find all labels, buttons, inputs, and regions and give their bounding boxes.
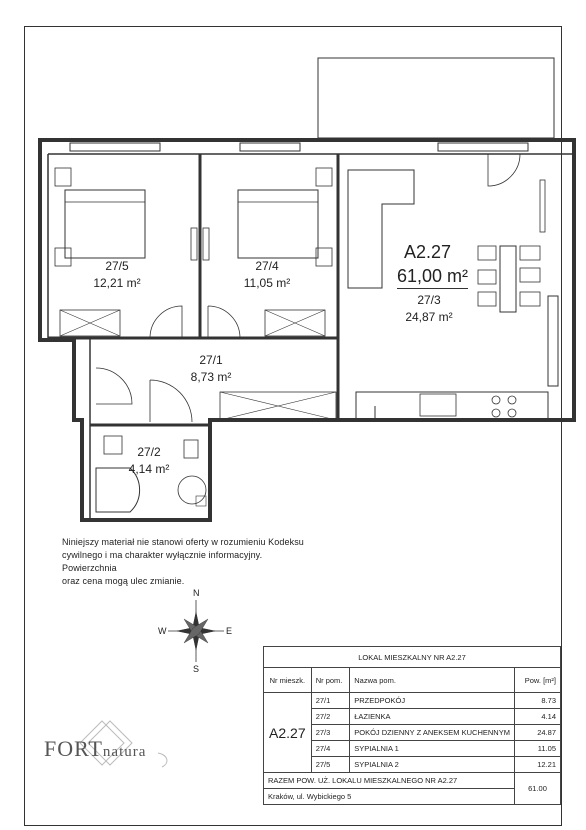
- sink: [420, 394, 456, 416]
- compass-south: S: [193, 664, 200, 674]
- row-area: 24.87: [514, 725, 560, 741]
- row-nr: 27/3: [311, 725, 350, 741]
- row-nr: 27/1: [311, 693, 350, 709]
- apartment-area: 61,00 m²: [397, 266, 468, 289]
- unit-number: A2.27: [264, 693, 312, 773]
- logo: [44, 736, 146, 762]
- logo-fort: FORT: [44, 736, 103, 761]
- room-number: 27/1: [199, 353, 223, 367]
- total-label: RAZEM POW. UŻ. LOKALU MIESZKALNEGO NR A2.27: [264, 773, 515, 789]
- room-number: 27/5: [105, 259, 129, 273]
- disclaimer-line: Niniejszy materiał nie stanowi oferty w rozumieniu Kodeksu: [62, 537, 304, 547]
- table-title: LOKAL MIESZKALNY NR A2.27: [264, 647, 561, 668]
- disclaimer-line: oraz cena mogą ulec zmianie.: [62, 576, 185, 586]
- col-room-header: Nr pom.: [311, 668, 350, 693]
- compass-east: E: [226, 626, 233, 636]
- col-unit-header: Nr mieszk.: [264, 668, 312, 693]
- row-area: 11.05: [514, 741, 560, 757]
- row-name: POKÓJ DZIENNY Z ANEKSEM KUCHENNYM: [350, 725, 515, 741]
- room-27-3-label: [384, 292, 474, 326]
- room-27-4-label: [222, 258, 312, 292]
- table-total-row: [264, 773, 561, 789]
- compass-north: N: [193, 588, 200, 598]
- room-27-5-label: [72, 258, 162, 292]
- table-header-row: [264, 668, 561, 693]
- bed-5: [65, 190, 145, 258]
- door-bed5: [150, 306, 182, 338]
- row-nr: 27/2: [311, 709, 350, 725]
- entry-door: [96, 368, 132, 404]
- washing-machine: [178, 476, 206, 504]
- room-area: 24,87 m²: [405, 310, 453, 324]
- room-number: 27/3: [417, 293, 441, 307]
- total-value: 61.00: [514, 773, 560, 805]
- dining-table: [500, 246, 516, 312]
- bed-4: [238, 190, 318, 258]
- room-area: 12,21 m²: [93, 276, 141, 290]
- door-bath: [150, 380, 192, 422]
- apartment-table: [263, 646, 561, 805]
- window-bed5: [70, 143, 160, 151]
- balcony-outline: [318, 58, 554, 138]
- logo-natura: natura: [102, 744, 147, 760]
- row-nr: 27/4: [311, 741, 350, 757]
- room-number: 27/2: [137, 445, 161, 459]
- balcony-door: [488, 154, 520, 186]
- row-area: 8.73: [514, 693, 560, 709]
- room-area: 4,14 m²: [128, 462, 170, 476]
- room-number: 27/4: [255, 259, 279, 273]
- address: Kraków, ul. Wybickiego 5: [264, 789, 515, 805]
- row-name: SYPIALNIA 2: [350, 757, 515, 773]
- row-area: 4.14: [514, 709, 560, 725]
- apartment-id: A2.27: [404, 242, 452, 262]
- col-area-header: Pow. [m²]: [514, 668, 560, 693]
- row-name: SYPIALNIA 1: [350, 741, 515, 757]
- disclaimer-line: cywilnego i ma charakter wyłącznie informacyjny. Powierzchnia: [62, 550, 263, 573]
- row-area: 12.21: [514, 757, 560, 773]
- row-name: ŁAZIENKA: [350, 709, 515, 725]
- row-name: PRZEDPOKÓJ: [350, 693, 515, 709]
- door-bed4: [208, 306, 240, 338]
- room-area: 11,05 m²: [243, 276, 291, 290]
- disclaimer-text: [62, 536, 312, 588]
- room-27-1-label: [166, 352, 256, 386]
- room-area: 8,73 m²: [190, 370, 232, 384]
- col-name-header: Nazwa pom.: [350, 668, 515, 693]
- row-nr: 27/5: [311, 757, 350, 773]
- compass-drawing: [168, 600, 224, 662]
- window-bed4: [240, 143, 300, 151]
- table-row: [264, 693, 561, 709]
- window-living: [438, 143, 528, 151]
- compass-west: W: [158, 626, 167, 636]
- room-27-2-label: [104, 444, 194, 478]
- window-side: [548, 296, 558, 386]
